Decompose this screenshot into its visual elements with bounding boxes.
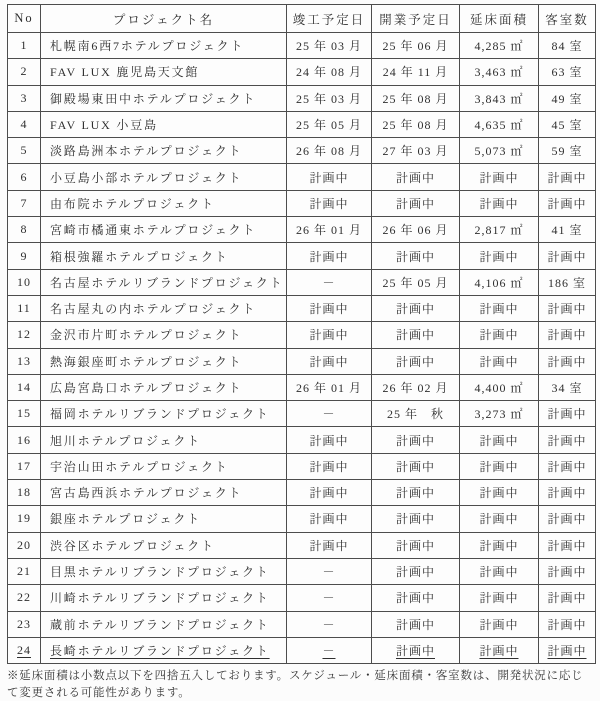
cell-opening-date: 26 年 02 月	[372, 374, 460, 400]
cell-project-name: 名古屋丸の内ホテルプロジェクト	[41, 295, 287, 321]
cell-project-name: 箱根強羅ホテルプロジェクト	[41, 243, 287, 269]
cell-floor-area: 計画中	[460, 348, 539, 374]
cell-floor-area: 計画中	[460, 427, 539, 453]
cell-completion-date: 計画中	[287, 480, 372, 506]
cell-opening-date: 計画中	[372, 532, 460, 558]
cell-completion-date: 25 年 05 月	[287, 111, 372, 137]
cell-opening-date: 計画中	[372, 480, 460, 506]
cell-room-count: 計画中	[539, 611, 596, 637]
cell-project-name: 宮崎市橘通東ホテルプロジェクト	[41, 217, 287, 243]
cell-completion-date: 26 年 01 月	[287, 374, 372, 400]
col-header-project-name: プロジェクト名	[41, 5, 287, 33]
cell-floor-area: 4,285 ㎡	[460, 33, 539, 59]
cell-completion-date: －	[287, 611, 372, 637]
cell-no: 19	[8, 506, 41, 532]
cell-no: 3	[8, 85, 41, 111]
cell-opening-date: 計画中	[372, 348, 460, 374]
cell-room-count: 計画中	[539, 243, 596, 269]
projects-table	[7, 4, 596, 664]
col-header-opening-date: 開業予定日	[372, 5, 460, 33]
cell-floor-area: 計画中	[460, 295, 539, 321]
cell-no: 22	[8, 585, 41, 611]
cell-opening-date: 27 年 03 月	[372, 138, 460, 164]
cell-opening-date: 計画中	[372, 506, 460, 532]
cell-opening-date: 計画中	[372, 295, 460, 321]
cell-floor-area: 計画中	[460, 532, 539, 558]
footnote: ※延床面積は小数点以下を四捨五入しております。スケジュール・延床面積・客室数は、開発状況に応じて変更される可能性があります。	[7, 670, 584, 699]
cell-completion-date: －	[287, 558, 372, 584]
cell-project-name: 銀座ホテルプロジェクト	[41, 506, 287, 532]
cell-opening-date: 計画中	[372, 322, 460, 348]
cell-no: 10	[8, 269, 41, 295]
cell-completion-date: －	[287, 585, 372, 611]
cell-project-name: 名古屋ホテルリブランドプロジェクト	[41, 269, 287, 295]
cell-floor-area: 計画中	[460, 506, 539, 532]
cell-project-name: 目黒ホテルリブランドプロジェクト	[41, 558, 287, 584]
cell-project-name: 熱海銀座町ホテルプロジェクト	[41, 348, 287, 374]
cell-completion-date: －	[287, 401, 372, 427]
col-header-no: No	[8, 5, 41, 33]
cell-no: 18	[8, 480, 41, 506]
table-row	[8, 453, 596, 479]
cell-no: 21	[8, 558, 41, 584]
cell-room-count: 計画中	[539, 453, 596, 479]
cell-opening-date: 計画中	[372, 453, 460, 479]
cell-opening-date: 計画中	[372, 558, 460, 584]
cell-floor-area: 計画中	[460, 637, 539, 663]
cell-floor-area: 計画中	[460, 190, 539, 216]
cell-project-name: 福岡ホテルリブランドプロジェクト	[41, 401, 287, 427]
cell-project-name: 広島宮島口ホテルプロジェクト	[41, 374, 287, 400]
cell-no: 6	[8, 164, 41, 190]
cell-room-count: 計画中	[539, 190, 596, 216]
cell-room-count: 45 室	[539, 111, 596, 137]
table-row	[8, 164, 596, 190]
table-row	[8, 374, 596, 400]
cell-project-name: FAV LUX 鹿児島天文館	[41, 59, 287, 85]
cell-room-count: 計画中	[539, 322, 596, 348]
cell-floor-area: 計画中	[460, 164, 539, 190]
cell-floor-area: 3,463 ㎡	[460, 59, 539, 85]
table-row	[8, 558, 596, 584]
cell-floor-area: 計画中	[460, 480, 539, 506]
cell-completion-date: 計画中	[287, 348, 372, 374]
cell-completion-date: 24 年 08 月	[287, 59, 372, 85]
cell-floor-area: 5,073 ㎡	[460, 138, 539, 164]
table-row	[8, 59, 596, 85]
cell-completion-date: 25 年 03 月	[287, 33, 372, 59]
cell-opening-date: 計画中	[372, 637, 460, 663]
cell-opening-date: 25 年 05 月	[372, 269, 460, 295]
cell-floor-area: 4,106 ㎡	[460, 269, 539, 295]
table-row	[8, 190, 596, 216]
col-header-floor-area: 延床面積	[460, 5, 539, 33]
cell-room-count: 計画中	[539, 506, 596, 532]
cell-project-name: 金沢市片町ホテルプロジェクト	[41, 322, 287, 348]
table-row	[8, 506, 596, 532]
cell-project-name: 蔵前ホテルリブランドプロジェクト	[41, 611, 287, 637]
cell-no: 24	[8, 637, 41, 663]
cell-opening-date: 計画中	[372, 585, 460, 611]
cell-completion-date: 計画中	[287, 164, 372, 190]
cell-opening-date: 25 年 08 月	[372, 111, 460, 137]
table-body	[8, 33, 596, 664]
table-row	[8, 322, 596, 348]
cell-floor-area: 計画中	[460, 611, 539, 637]
cell-project-name: 川崎ホテルリブランドプロジェクト	[41, 585, 287, 611]
cell-no: 5	[8, 138, 41, 164]
cell-room-count: 49 室	[539, 85, 596, 111]
cell-completion-date: －	[287, 637, 372, 663]
cell-room-count: 計画中	[539, 558, 596, 584]
cell-no: 15	[8, 401, 41, 427]
cell-floor-area: 計画中	[460, 585, 539, 611]
cell-room-count: 186 室	[539, 269, 596, 295]
table-row	[8, 611, 596, 637]
cell-floor-area: 4,400 ㎡	[460, 374, 539, 400]
cell-completion-date: －	[287, 269, 372, 295]
cell-floor-area: 計画中	[460, 243, 539, 269]
cell-project-name: 宇治山田ホテルプロジェクト	[41, 453, 287, 479]
cell-floor-area: 計画中	[460, 322, 539, 348]
cell-no: 1	[8, 33, 41, 59]
cell-floor-area: 4,635 ㎡	[460, 111, 539, 137]
cell-room-count: 計画中	[539, 295, 596, 321]
cell-completion-date: 計画中	[287, 427, 372, 453]
table-row	[8, 637, 596, 663]
cell-no: 13	[8, 348, 41, 374]
cell-no: 7	[8, 190, 41, 216]
table-row	[8, 217, 596, 243]
cell-completion-date: 計画中	[287, 453, 372, 479]
cell-no: 12	[8, 322, 41, 348]
cell-opening-date: 25 年 06 月	[372, 33, 460, 59]
cell-opening-date: 計画中	[372, 611, 460, 637]
cell-project-name: 御殿場東田中ホテルプロジェクト	[41, 85, 287, 111]
cell-completion-date: 計画中	[287, 243, 372, 269]
cell-room-count: 34 室	[539, 374, 596, 400]
cell-floor-area: 3,273 ㎡	[460, 401, 539, 427]
cell-opening-date: 計画中	[372, 164, 460, 190]
cell-no: 23	[8, 611, 41, 637]
cell-no: 16	[8, 427, 41, 453]
col-header-room-count: 客室数	[539, 5, 596, 33]
table-row	[8, 532, 596, 558]
cell-completion-date: 計画中	[287, 190, 372, 216]
cell-floor-area: 計画中	[460, 558, 539, 584]
cell-room-count: 計画中	[539, 637, 596, 663]
col-header-completion-date: 竣工予定日	[287, 5, 372, 33]
cell-project-name: 淡路島洲本ホテルプロジェクト	[41, 138, 287, 164]
cell-no: 4	[8, 111, 41, 137]
table-row	[8, 269, 596, 295]
cell-opening-date: 計画中	[372, 427, 460, 453]
cell-no: 9	[8, 243, 41, 269]
cell-project-name: 宮古島西浜ホテルプロジェクト	[41, 480, 287, 506]
cell-project-name: 小豆島小部ホテルプロジェクト	[41, 164, 287, 190]
table-row	[8, 243, 596, 269]
table-row	[8, 138, 596, 164]
table-row	[8, 295, 596, 321]
cell-opening-date: 25 年 08 月	[372, 85, 460, 111]
cell-completion-date: 計画中	[287, 506, 372, 532]
cell-room-count: 計画中	[539, 480, 596, 506]
cell-no: 14	[8, 374, 41, 400]
cell-project-name: 札幌南6西7ホテルプロジェクト	[41, 33, 287, 59]
cell-project-name: 旭川ホテルプロジェクト	[41, 427, 287, 453]
cell-completion-date: 計画中	[287, 532, 372, 558]
cell-opening-date: 計画中	[372, 243, 460, 269]
cell-floor-area: 計画中	[460, 453, 539, 479]
cell-opening-date: 25 年 秋	[372, 401, 460, 427]
cell-no: 11	[8, 295, 41, 321]
table-row	[8, 85, 596, 111]
cell-completion-date: 計画中	[287, 322, 372, 348]
cell-no: 17	[8, 453, 41, 479]
cell-no: 8	[8, 217, 41, 243]
cell-completion-date: 26 年 01 月	[287, 217, 372, 243]
table-row	[8, 111, 596, 137]
cell-room-count: 計画中	[539, 585, 596, 611]
cell-floor-area: 2,817 ㎡	[460, 217, 539, 243]
cell-no: 20	[8, 532, 41, 558]
cell-completion-date: 25 年 03 月	[287, 85, 372, 111]
cell-room-count: 計画中	[539, 348, 596, 374]
cell-opening-date: 26 年 06 月	[372, 217, 460, 243]
cell-no: 2	[8, 59, 41, 85]
table-row	[8, 33, 596, 59]
cell-project-name: FAV LUX 小豆島	[41, 111, 287, 137]
cell-completion-date: 26 年 08 月	[287, 138, 372, 164]
cell-opening-date: 計画中	[372, 190, 460, 216]
cell-room-count: 計画中	[539, 401, 596, 427]
cell-project-name: 由布院ホテルプロジェクト	[41, 190, 287, 216]
table-row	[8, 401, 596, 427]
cell-project-name: 長崎ホテルリブランドプロジェクト	[41, 637, 287, 663]
cell-room-count: 41 室	[539, 217, 596, 243]
table-row	[8, 348, 596, 374]
cell-room-count: 59 室	[539, 138, 596, 164]
cell-project-name: 渋谷区ホテルプロジェクト	[41, 532, 287, 558]
cell-room-count: 計画中	[539, 532, 596, 558]
table-row	[8, 427, 596, 453]
cell-room-count: 84 室	[539, 33, 596, 59]
table-row	[8, 480, 596, 506]
header-row	[8, 5, 596, 33]
cell-room-count: 計画中	[539, 427, 596, 453]
cell-completion-date: 計画中	[287, 295, 372, 321]
cell-floor-area: 3,843 ㎡	[460, 85, 539, 111]
cell-room-count: 計画中	[539, 164, 596, 190]
table-row	[8, 585, 596, 611]
cell-opening-date: 24 年 11 月	[372, 59, 460, 85]
cell-room-count: 63 室	[539, 59, 596, 85]
